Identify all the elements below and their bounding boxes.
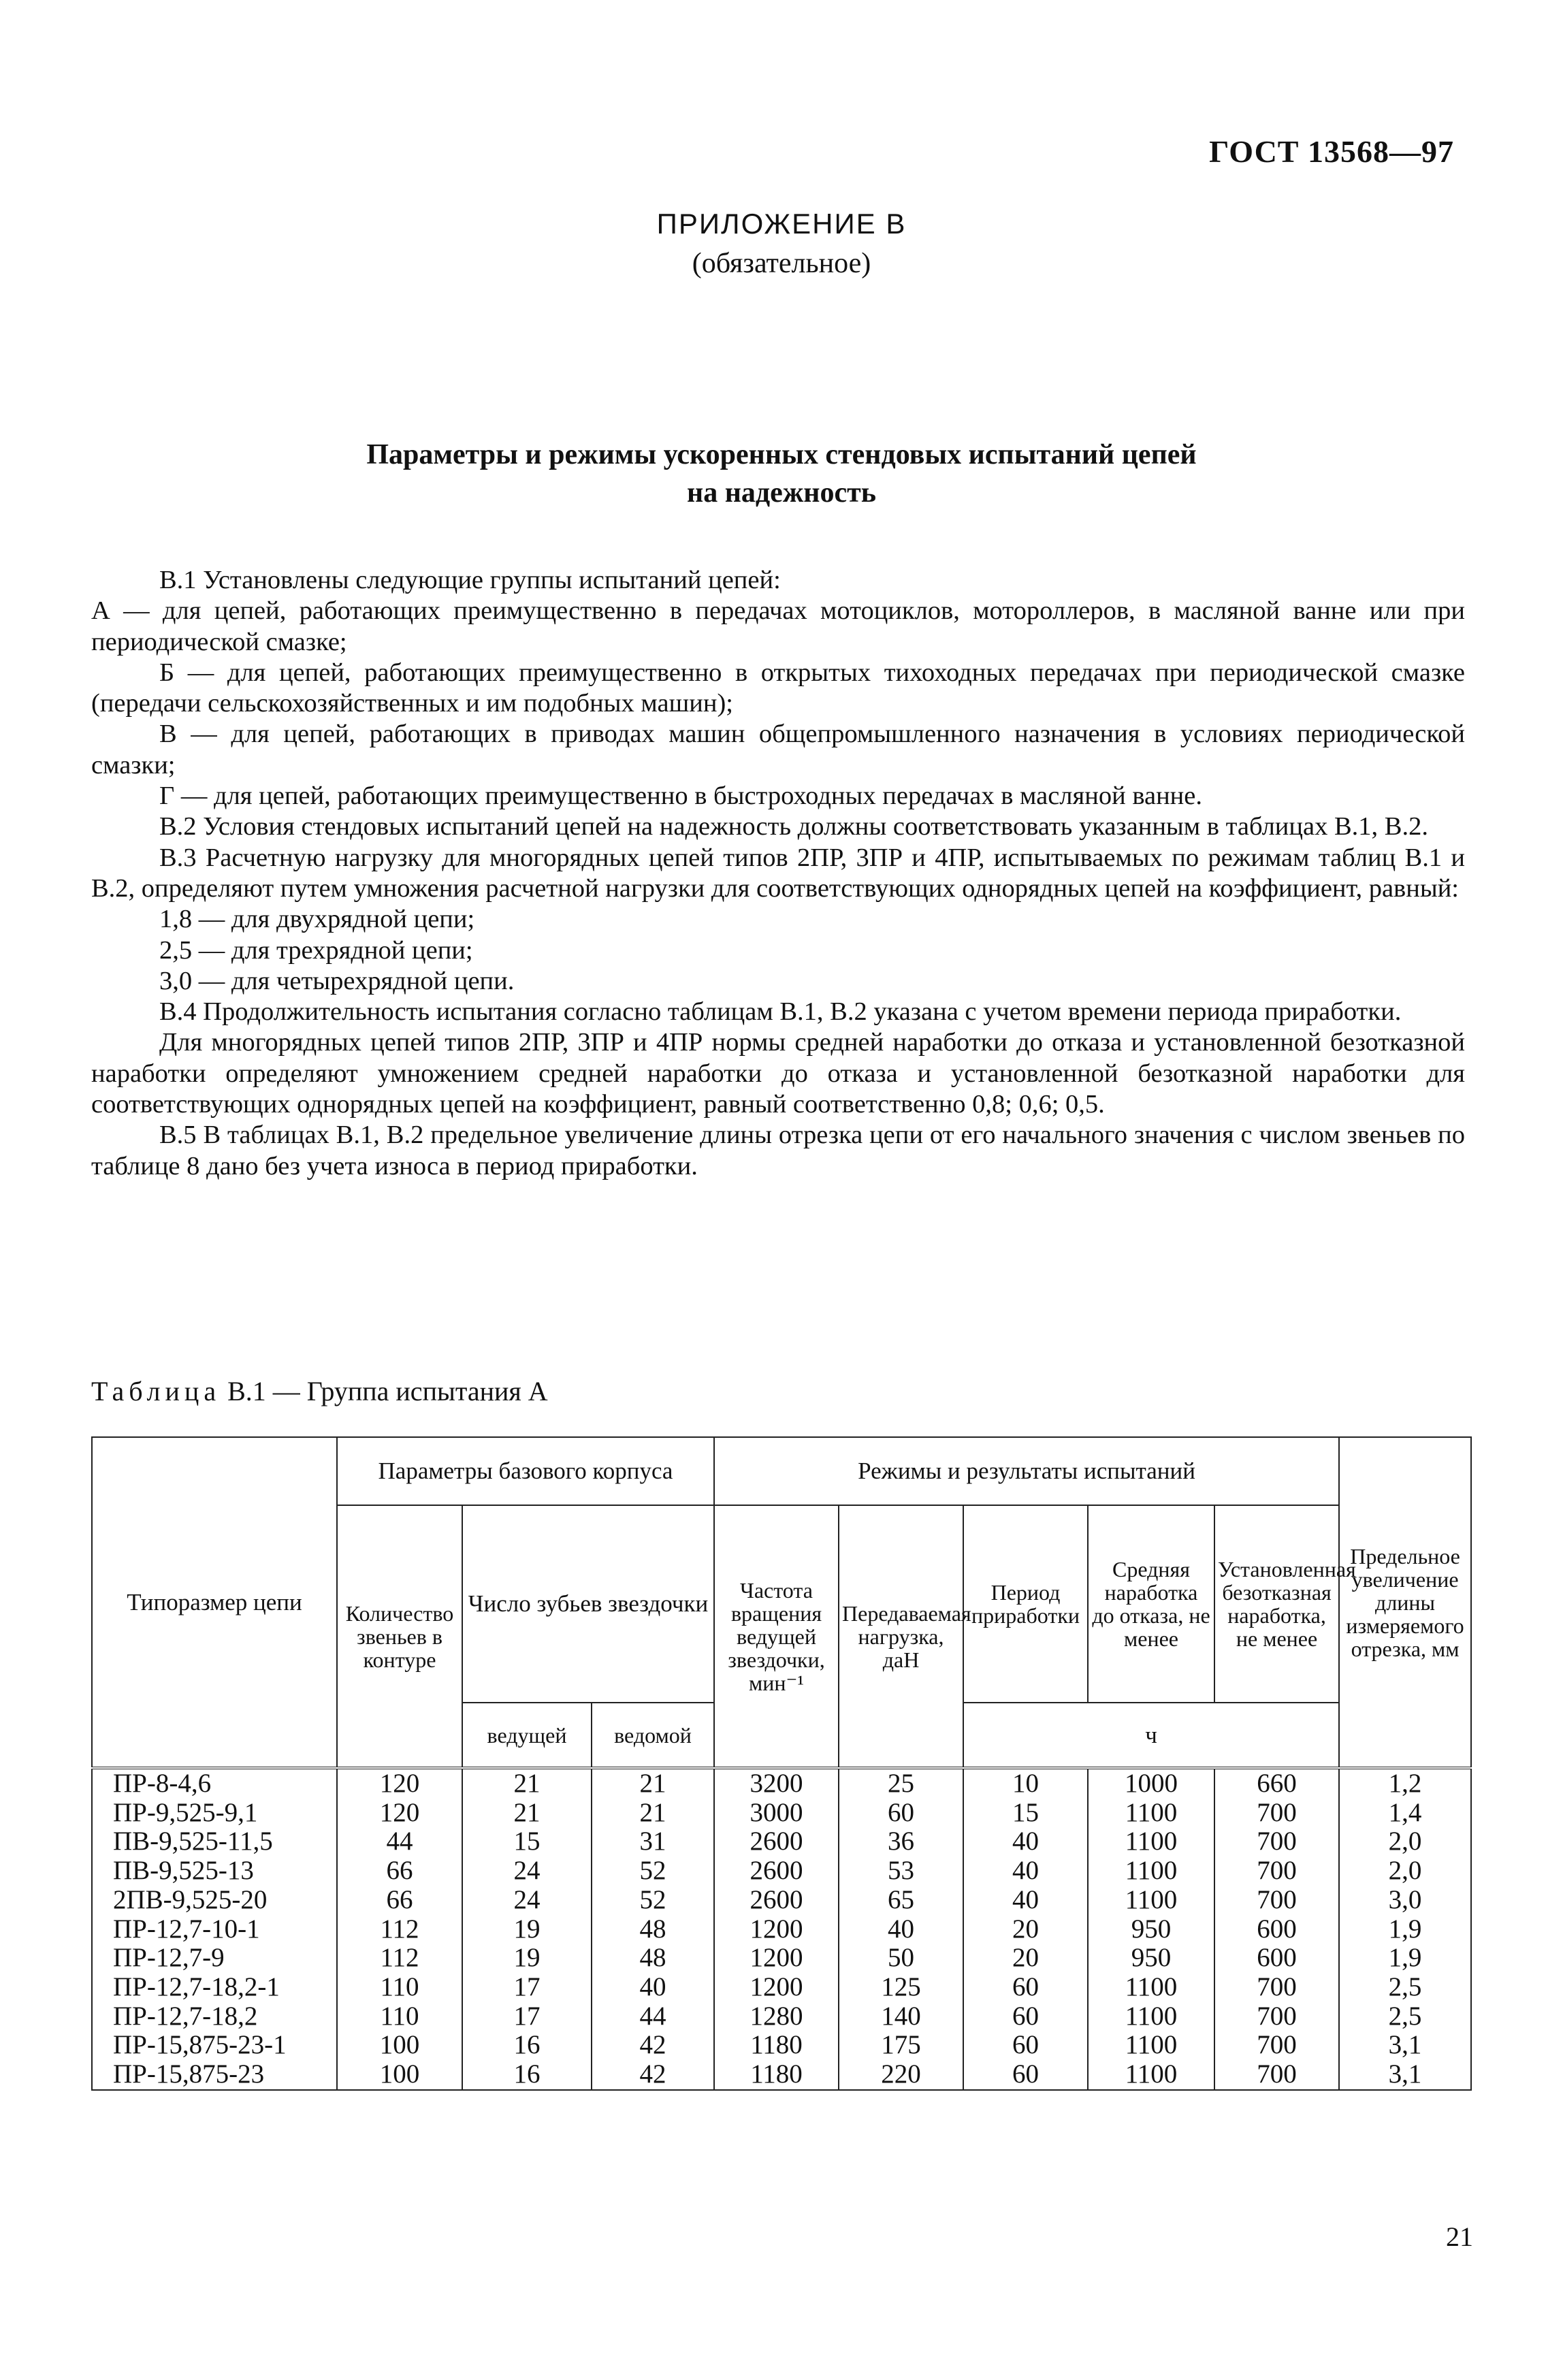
- cell-fail-free: 660: [1214, 1768, 1339, 1799]
- header-test-modes: Режимы и результаты испытаний: [714, 1437, 1339, 1505]
- cell-teeth-driven: 31: [592, 1827, 714, 1856]
- cell-elongation: 3,1: [1339, 2060, 1471, 2090]
- cell-break-in: 60: [963, 2031, 1088, 2060]
- header-fail-free-time: Установленная безотказная наработка, не менее: [1214, 1505, 1339, 1703]
- cell-fail-free: 700: [1214, 2002, 1339, 2031]
- cell-chain-size: ПР-15,875-23-1: [92, 2031, 337, 2060]
- body-text: [91, 565, 1465, 1182]
- cell-chain-size: ПВ-9,525-11,5: [92, 1827, 337, 1856]
- cell-teeth-driven: 42: [592, 2060, 714, 2090]
- cell-load: 53: [839, 1856, 963, 1886]
- cell-teeth-drive: 21: [462, 1768, 592, 1799]
- paragraph: Б — для цепей, работающих преимущественно в открытых тихоходных передачах при периодической смазке (передачи сельскохозяйственных и им подобных машин);: [91, 658, 1465, 718]
- cell-teeth-driven: 42: [592, 2031, 714, 2060]
- cell-links: 44: [337, 1827, 462, 1856]
- cell-teeth-driven: 52: [592, 1886, 714, 1915]
- cell-elongation: 1,2: [1339, 1768, 1471, 1799]
- cell-elongation: 3,1: [1339, 2031, 1471, 2060]
- cell-chain-size: 2ПВ-9,525-20: [92, 1886, 337, 1915]
- cell-links: 100: [337, 2031, 462, 2060]
- cell-mean-time: 1100: [1088, 2060, 1214, 2090]
- cell-links: 112: [337, 1944, 462, 1973]
- cell-teeth-drive: 17: [462, 2002, 592, 2031]
- cell-chain-size: ПР-8-4,6: [92, 1768, 337, 1799]
- cell-fail-free: 700: [1214, 2060, 1339, 2090]
- table-row: [92, 1973, 1471, 2002]
- cell-elongation: 2,0: [1339, 1856, 1471, 1886]
- cell-load: 65: [839, 1886, 963, 1915]
- cell-elongation: 1,9: [1339, 1915, 1471, 1944]
- cell-frequency: 1180: [714, 2060, 839, 2090]
- paragraph: 3,0 — для четырехрядной цепи.: [159, 966, 515, 995]
- cell-frequency: 1200: [714, 1944, 839, 1973]
- paragraph: В.1 Установлены следующие группы испытаний цепей:: [159, 566, 781, 594]
- header-drive-sprocket: ведущей: [462, 1703, 592, 1768]
- cell-load: 140: [839, 2002, 963, 2031]
- cell-load: 25: [839, 1768, 963, 1799]
- cell-frequency: 1200: [714, 1973, 839, 2002]
- cell-links: 110: [337, 2002, 462, 2031]
- table-row: [92, 2060, 1471, 2090]
- cell-teeth-drive: 24: [462, 1856, 592, 1886]
- header-teeth-count: Число зубьев звездочки: [462, 1505, 714, 1703]
- cell-chain-size: ПР-12,7-10-1: [92, 1915, 337, 1944]
- cell-teeth-driven: 48: [592, 1944, 714, 1973]
- cell-break-in: 40: [963, 1856, 1088, 1886]
- cell-break-in: 15: [963, 1799, 1088, 1828]
- cell-chain-size: ПР-12,7-18,2: [92, 2002, 337, 2031]
- header-chain-size: Типоразмер цепи: [92, 1437, 337, 1768]
- cell-load: 60: [839, 1799, 963, 1828]
- cell-break-in: 40: [963, 1827, 1088, 1856]
- cell-fail-free: 700: [1214, 2031, 1339, 2060]
- header-elongation: Предельное увеличение длины измеряемого отрезка, мм: [1339, 1437, 1471, 1768]
- paragraph: 1,8 — для двухрядной цепи;: [159, 905, 475, 934]
- table-row: [92, 1856, 1471, 1886]
- cell-frequency: 2600: [714, 1827, 839, 1856]
- cell-chain-size: ПР-9,525-9,1: [92, 1799, 337, 1828]
- cell-teeth-drive: 15: [462, 1827, 592, 1856]
- header-load: Передаваемая нагрузка, даН: [839, 1505, 963, 1768]
- cell-mean-time: 950: [1088, 1915, 1214, 1944]
- cell-fail-free: 700: [1214, 1973, 1339, 2002]
- paragraph: В.5 В таблицах В.1, В.2 предельное увеличение длины отрезка цепи от его начального значения с числом звеньев по таблице 8 дано без учета износа в период приработки.: [91, 1121, 1465, 1180]
- cell-frequency: 3000: [714, 1799, 839, 1828]
- document-title-line1: Параметры и режимы ускоренных стендовых испытаний цепей: [366, 439, 1197, 470]
- table-row: [92, 2002, 1471, 2031]
- table-caption-text: В.1 — Группа испытания А: [221, 1376, 548, 1406]
- cell-load: 50: [839, 1944, 963, 1973]
- paragraph: В — для цепей, работающих в приводах машин общепромышленного назначения в условиях периодической смазки;: [91, 720, 1465, 779]
- cell-mean-time: 1100: [1088, 1827, 1214, 1856]
- header-unit-hours: ч: [963, 1703, 1339, 1768]
- paragraph: Для многорядных цепей типов 2ПР, 3ПР и 4ПР нормы средней наработки до отказа и установленной безотказной наработки определяют умножением средней наработки до отказа и установленной безотказной наработки для соответствующих однорядных цепей на коэффициент, равный соответственно 0,8; 0,6; 0,5.: [91, 1028, 1465, 1119]
- appendix-heading: [0, 204, 1563, 283]
- cell-elongation: 1,4: [1339, 1799, 1471, 1828]
- cell-teeth-driven: 40: [592, 1973, 714, 2002]
- cell-elongation: 3,0: [1339, 1886, 1471, 1915]
- cell-links: 112: [337, 1915, 462, 1944]
- cell-break-in: 60: [963, 2002, 1088, 2031]
- cell-mean-time: 1100: [1088, 1973, 1214, 2002]
- cell-mean-time: 1000: [1088, 1768, 1214, 1799]
- header-mean-time: Средняя наработка до отказа, не менее: [1088, 1505, 1214, 1703]
- cell-teeth-drive: 19: [462, 1915, 592, 1944]
- cell-frequency: 3200: [714, 1768, 839, 1799]
- cell-fail-free: 700: [1214, 1886, 1339, 1915]
- cell-teeth-drive: 19: [462, 1944, 592, 1973]
- cell-frequency: 1180: [714, 2031, 839, 2060]
- paragraph: 2,5 — для трехрядной цепи;: [159, 935, 473, 965]
- cell-frequency: 2600: [714, 1856, 839, 1886]
- cell-chain-size: ПР-15,875-23: [92, 2060, 337, 2090]
- cell-teeth-drive: 17: [462, 1973, 592, 2002]
- cell-links: 100: [337, 2060, 462, 2090]
- table-row: [92, 1799, 1471, 1828]
- cell-links: 110: [337, 1973, 462, 2002]
- header-links-count: Количество звеньев в контуре: [337, 1505, 462, 1768]
- cell-links: 66: [337, 1886, 462, 1915]
- cell-teeth-drive: 24: [462, 1886, 592, 1915]
- cell-chain-size: ПР-12,7-9: [92, 1944, 337, 1973]
- cell-load: 220: [839, 2060, 963, 2090]
- cell-mean-time: 1100: [1088, 1856, 1214, 1886]
- table-caption: [91, 1375, 548, 1407]
- cell-elongation: 2,0: [1339, 1827, 1471, 1856]
- cell-teeth-drive: 21: [462, 1799, 592, 1828]
- cell-break-in: 10: [963, 1768, 1088, 1799]
- cell-mean-time: 1100: [1088, 1886, 1214, 1915]
- cell-break-in: 40: [963, 1886, 1088, 1915]
- cell-load: 36: [839, 1827, 963, 1856]
- cell-mean-time: 1100: [1088, 2002, 1214, 2031]
- cell-load: 125: [839, 1973, 963, 2002]
- cell-break-in: 20: [963, 1915, 1088, 1944]
- table-caption-word: Таблица: [91, 1376, 221, 1406]
- cell-chain-size: ПР-12,7-18,2-1: [92, 1973, 337, 2002]
- table-body: [92, 1768, 1471, 2090]
- cell-chain-size: ПВ-9,525-13: [92, 1856, 337, 1886]
- table-row: [92, 1886, 1471, 1915]
- table-row: [92, 1768, 1471, 1799]
- cell-fail-free: 700: [1214, 1799, 1339, 1828]
- table-row: [92, 2031, 1471, 2060]
- paragraph: А — для цепей, работающих преимущественно в передачах мотоциклов, мотороллеров, в масляной ванне или при периодической смазке;: [91, 596, 1465, 656]
- document-title: [0, 436, 1563, 512]
- cell-frequency: 2600: [714, 1886, 839, 1915]
- cell-elongation: 1,9: [1339, 1944, 1471, 1973]
- cell-break-in: 60: [963, 2060, 1088, 2090]
- cell-teeth-drive: 16: [462, 2060, 592, 2090]
- cell-links: 66: [337, 1856, 462, 1886]
- appendix-title: ПРИЛОЖЕНИЕ В: [656, 208, 907, 240]
- cell-fail-free: 700: [1214, 1856, 1339, 1886]
- standard-code: ГОСТ 13568—97: [1209, 134, 1454, 169]
- paragraph: В.3 Расчетную нагрузку для многорядных цепей типов 2ПР, 3ПР и 4ПР, испытываемых по режимам таблиц В.1 и В.2, определяют путем умножения расчетной нагрузки для соответствующих однорядных цепей на коэффициент, равный:: [91, 843, 1465, 903]
- cell-break-in: 60: [963, 1973, 1088, 2002]
- cell-break-in: 20: [963, 1944, 1088, 1973]
- cell-mean-time: 1100: [1088, 2031, 1214, 2060]
- table-row: [92, 1944, 1471, 1973]
- cell-mean-time: 1100: [1088, 1799, 1214, 1828]
- cell-links: 120: [337, 1768, 462, 1799]
- table-row: [92, 1915, 1471, 1944]
- header-break-in-period: Период приработки: [963, 1505, 1088, 1703]
- cell-links: 120: [337, 1799, 462, 1828]
- paragraph: В.4 Продолжительность испытания согласно таблицам В.1, В.2 указана с учетом времени периода приработки.: [159, 997, 1402, 1027]
- header-rotation-frequency: Частота вращения ведущей звездочки, мин⁻¹: [714, 1505, 839, 1768]
- cell-load: 175: [839, 2031, 963, 2060]
- table-row: [92, 1827, 1471, 1856]
- cell-teeth-driven: 44: [592, 2002, 714, 2031]
- cell-fail-free: 700: [1214, 1827, 1339, 1856]
- header-base-params: Параметры базового корпуса: [337, 1437, 714, 1505]
- cell-teeth-driven: 21: [592, 1768, 714, 1799]
- header-driven-sprocket: ведомой: [592, 1703, 714, 1768]
- cell-load: 40: [839, 1915, 963, 1944]
- cell-teeth-driven: 48: [592, 1915, 714, 1944]
- appendix-status: (обязательное): [692, 248, 871, 279]
- document-title-line2: на надежность: [687, 477, 876, 509]
- paragraph: Г — для цепей, работающих преимущественно в быстроходных передачах в масляной ванне.: [159, 782, 1202, 811]
- cell-teeth-driven: 52: [592, 1856, 714, 1886]
- cell-teeth-drive: 16: [462, 2031, 592, 2060]
- cell-fail-free: 600: [1214, 1944, 1339, 1973]
- cell-elongation: 2,5: [1339, 2002, 1471, 2031]
- test-parameters-table: [91, 1436, 1472, 2091]
- cell-frequency: 1280: [714, 2002, 839, 2031]
- cell-mean-time: 950: [1088, 1944, 1214, 1973]
- cell-frequency: 1200: [714, 1915, 839, 1944]
- cell-fail-free: 600: [1214, 1915, 1339, 1944]
- paragraph: В.2 Условия стендовых испытаний цепей на надежность должны соответствовать указанным в таблицах В.1, В.2.: [159, 812, 1428, 841]
- cell-teeth-driven: 21: [592, 1799, 714, 1828]
- page-number: 21: [1446, 2221, 1473, 2252]
- cell-elongation: 2,5: [1339, 1973, 1471, 2002]
